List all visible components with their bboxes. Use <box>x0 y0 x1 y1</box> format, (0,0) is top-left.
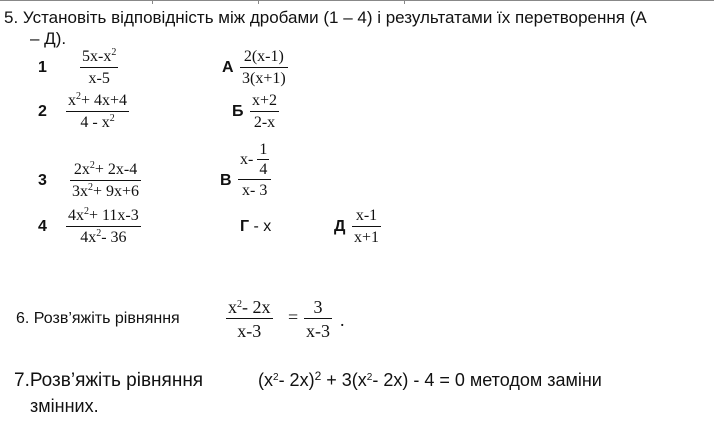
fraction-denominator: x-3 <box>237 321 262 341</box>
task7-line2: змінних. <box>30 396 99 416</box>
fraction-bar <box>70 180 141 181</box>
inner-fraction: $\frac{1}{4}$ <box>259 141 268 178</box>
task6-prefix: 6. Розв’яжіть рівняння <box>16 310 180 327</box>
fraction-bar <box>304 318 332 319</box>
fraction-numerator: x-1 <box>355 207 378 224</box>
fraction-numerator: 3 <box>313 297 323 317</box>
answer-g-text: - x <box>253 218 272 235</box>
fraction-numerator: x+2 <box>252 92 278 109</box>
fraction-task6-lhs <box>226 297 273 341</box>
fraction-item-3 <box>70 161 141 201</box>
fraction-numerator: $5x-x^2$ <box>82 47 117 65</box>
answer-v-label: В <box>220 172 232 189</box>
fraction-denominator: 3(x+1) <box>242 70 286 87</box>
fraction-bar <box>66 111 129 112</box>
fraction-bar <box>352 226 381 227</box>
answer-d-label: Д <box>334 218 346 235</box>
item-2-label: 2 <box>38 103 47 120</box>
item-4-label: 4 <box>38 218 47 235</box>
fraction-denominator: 2-x <box>253 114 276 131</box>
fraction-answer-d <box>352 207 381 247</box>
table-divider <box>152 0 153 4</box>
fraction-bar <box>80 67 118 68</box>
fraction-bar <box>257 159 269 160</box>
task7-prefix: 7.Розв’яжіть рівняння <box>14 370 204 391</box>
fraction-answer-v <box>238 142 271 200</box>
fraction-item-2 <box>66 92 129 132</box>
fraction-item-1 <box>80 48 118 88</box>
fraction-task6-rhs <box>304 297 332 341</box>
fraction-numerator: x- $\frac{1}{4}$ <box>240 141 268 178</box>
fraction-bar <box>250 111 279 112</box>
fraction-bar <box>66 226 141 227</box>
fraction-bar <box>240 67 288 68</box>
answer-b-label: Б <box>232 103 244 120</box>
answer-a-label: А <box>222 59 234 76</box>
fraction-denominator: $4x^2-$ 36 <box>80 228 127 246</box>
fraction-denominator: x- 3 <box>242 182 268 199</box>
table-divider <box>258 0 259 4</box>
task5-header-line1: 5. Установіть відповідність між дробами (1 – 4) і результатами їх перетворення (А <box>4 8 647 27</box>
fraction-denominator: $3x^2+ 9x+6$ <box>72 182 140 200</box>
table-divider <box>404 0 405 4</box>
fraction-numerator: 2(x-1) <box>243 48 284 65</box>
task6-period: . <box>340 310 345 330</box>
fraction-answer-a <box>240 48 288 88</box>
fraction-item-4 <box>66 207 141 247</box>
item-1-label: 1 <box>38 59 47 76</box>
fraction-denominator: x-5 <box>88 70 110 87</box>
fraction-numerator: $x^2-$ 2x <box>228 297 271 317</box>
equals-sign: = <box>288 307 299 327</box>
item-3-label: 3 <box>38 172 47 189</box>
fraction-numerator: $4x^2+ 11x-3$ <box>68 206 139 224</box>
fraction-answer-b <box>250 92 279 132</box>
table-border-top <box>0 0 714 1</box>
fraction-numerator: $x^2+ 4x+4$ <box>68 91 128 109</box>
answer-g <box>240 218 271 236</box>
fraction-denominator: x+1 <box>354 229 380 246</box>
fraction-denominator: x-3 <box>306 321 330 341</box>
task5-header-line2: – Д). <box>30 29 67 48</box>
fraction-numerator: $2x^2+ 2x-4$ <box>73 160 138 178</box>
fraction-bar <box>226 318 273 319</box>
task7-equation: ($x^2-$ $2x)^2 + 3(x^2-$ 2x) - 4 = 0 методом заміни <box>258 369 602 390</box>
fraction-bar <box>238 179 271 180</box>
fraction-denominator: $4 - x^2$ <box>80 113 115 131</box>
answer-g-label: Г <box>240 218 250 235</box>
